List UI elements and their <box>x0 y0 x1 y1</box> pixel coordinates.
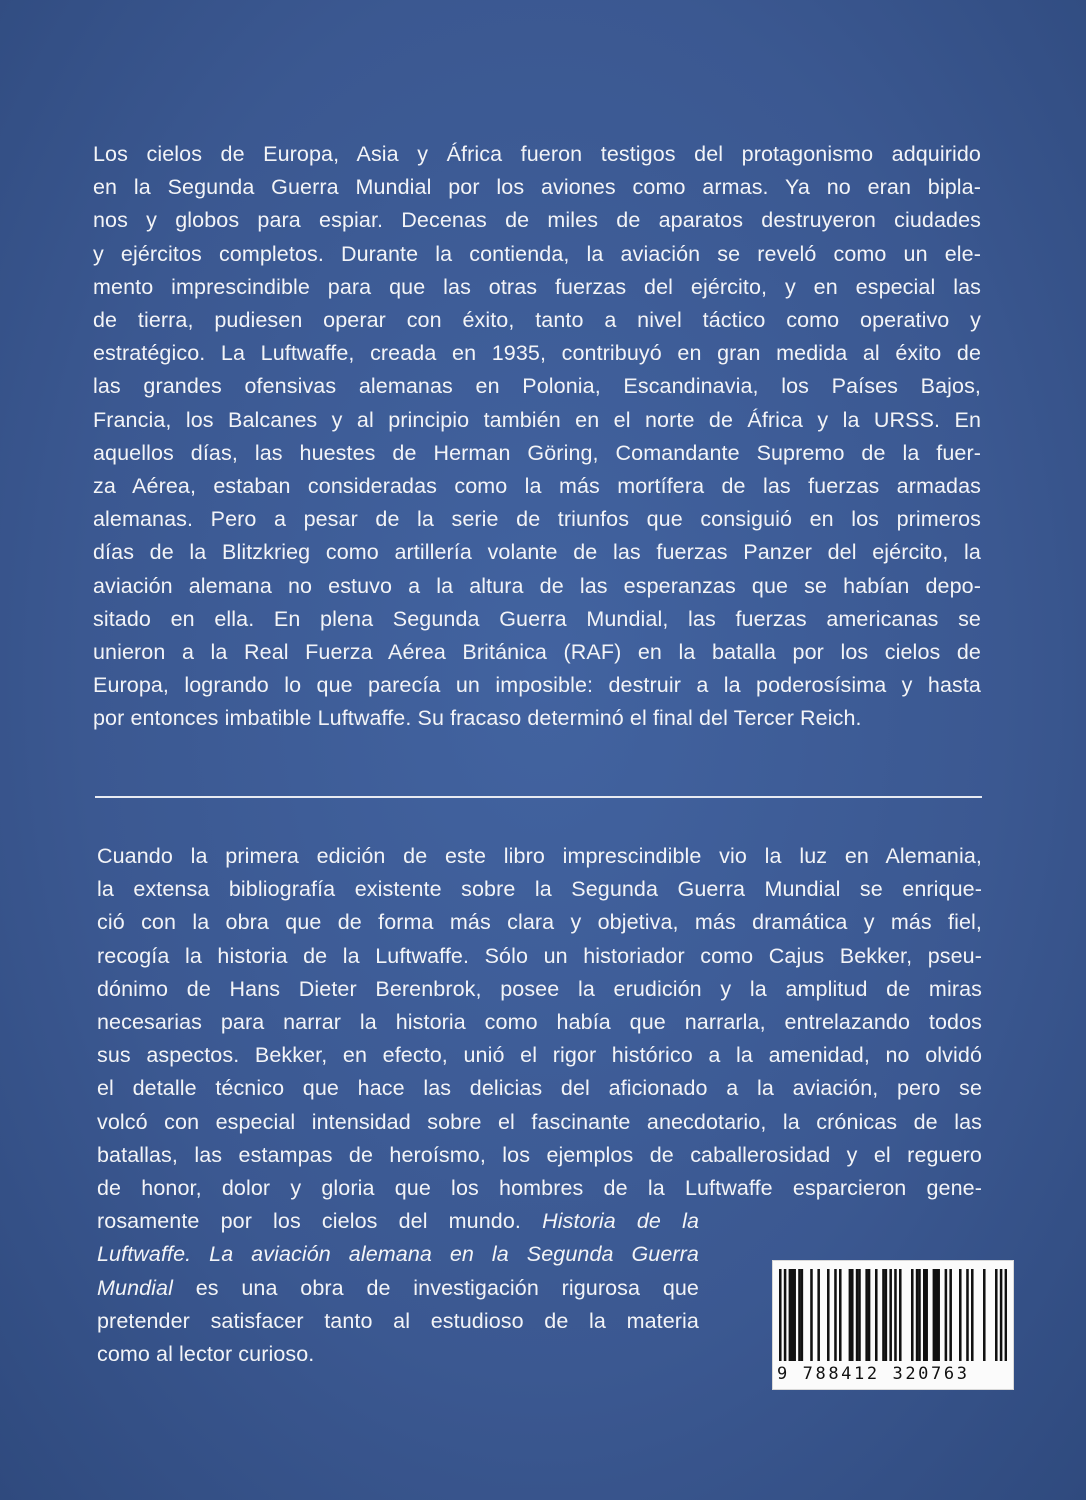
barcode-bar <box>834 1269 837 1361</box>
barcode-bar <box>916 1269 919 1361</box>
text-line: unieron a la Real Fuerza Aérea Británica (RAF) en la batalla por los cielos de <box>93 640 981 665</box>
barcode-bar <box>925 1269 928 1361</box>
text-line: como al lector curioso. <box>97 1342 315 1367</box>
plain-text: es una obra de investigación rigurosa que <box>195 1275 699 1300</box>
text-line: dónimo de Hans Dieter Berenbrok, posee la erudición y la amplitud de miras <box>97 976 982 1001</box>
barcode-bar <box>856 1269 859 1361</box>
barcode-bar <box>865 1269 868 1361</box>
barcode-bar <box>827 1269 830 1361</box>
text-line: pretender satisfacer tanto al estudioso de la materia <box>97 1308 699 1333</box>
barcode-bar <box>959 1269 962 1361</box>
barcode-bar <box>868 1269 871 1361</box>
barcode-bar <box>885 1269 888 1361</box>
text-line: estratégico. La Luftwaffe, creada en 1935, contribuyó en gran medida al éxito de <box>93 341 981 366</box>
barcode-bar <box>858 1269 861 1361</box>
text-line: Los cielos de Europa, Asia y África fueron testigos del protagonismo adquirido <box>93 142 981 166</box>
barcode-bar <box>889 1269 892 1361</box>
barcode-bar <box>849 1269 852 1361</box>
text-line: Europa, logrando lo que parecía un imposible: destruir a la poderosísima y hasta <box>93 673 981 698</box>
text-line: de honor, dolor y gloria que los hombres de la Luftwaffe esparcieron gene- <box>97 1176 982 1201</box>
text-line: en la Segunda Guerra Mundial por los aviones como armas. Ya no eran bipla- <box>93 175 981 200</box>
book-title-italic: Mundial <box>97 1275 173 1300</box>
barcode-bar <box>949 1269 952 1361</box>
barcode-bar <box>966 1269 969 1361</box>
barcode-bar <box>918 1269 921 1361</box>
text-line: por entonces imbatible Luftwaffe. Su fracaso determinó el final del Tercer Reich. <box>93 706 862 731</box>
barcode-bar <box>875 1269 878 1361</box>
barcode-bar <box>911 1269 914 1361</box>
text-line: ció con la obra que de forma más clara y objetiva, más dramática y más fiel, <box>97 910 982 935</box>
text-line: nos y globos para espiar. Decenas de miles de aparatos destruyeron ciudades <box>93 208 981 233</box>
barcode-bar <box>801 1269 804 1361</box>
text-line: aviación alemana no estuvo a la altura de las esperanzas que se habían depo- <box>93 573 981 598</box>
barcode-bar <box>798 1269 801 1361</box>
book-title-italic: Luftwaffe. La aviación alemana en la Segunda Guerra <box>97 1242 699 1267</box>
book-title-italic: Historia de la <box>542 1209 700 1234</box>
barcode-bar <box>817 1269 820 1361</box>
text-line: sitado en ella. En plena Segunda Guerra Mundial, las fuerzas americanas se <box>93 606 981 631</box>
text-line: volcó con especial intensidad sobre el fascinante anecdotario, la crónicas de las <box>97 1109 982 1134</box>
barcode-bar <box>933 1269 936 1361</box>
barcode-bar <box>1005 1269 1007 1361</box>
barcode-bar <box>899 1269 902 1361</box>
barcode-bar <box>971 1269 974 1361</box>
barcode-bar <box>945 1269 948 1361</box>
text-line: za Aérea, estaban consideradas como la más mortífera de las fuerzas armadas <box>93 474 981 499</box>
barcode-bar <box>784 1269 787 1361</box>
barcode-bar <box>882 1269 885 1361</box>
text-line: batallas, las estampas de heroísmo, los ejemplos de caballerosidad y el reguero <box>97 1142 982 1167</box>
text-line: recogía la historia de la Luftwaffe. Sólo un historiador como Cajus Bekker, pseu- <box>97 943 982 968</box>
text-line: alemanas. Pero a pesar de la serie de triunfos que consiguió en los primeros <box>93 507 981 532</box>
text-line: el detalle técnico que hace las delicias del aficionado a la aviación, pero se <box>97 1076 982 1101</box>
barcode-bar <box>1000 1269 1003 1361</box>
barcode-bar <box>983 1269 986 1361</box>
barcode-bar <box>789 1269 792 1361</box>
plain-text: rosamente por los cielos del mundo. <box>97 1209 521 1234</box>
barcode-bar <box>779 1269 782 1361</box>
divider-line <box>95 796 982 798</box>
barcode-bar <box>935 1269 938 1361</box>
text-line: las grandes ofensivas alemanas en Polonia, Escandinavia, los Países Bajos, <box>93 374 981 399</box>
barcode-bar <box>791 1269 794 1361</box>
barcode-bar <box>839 1269 842 1361</box>
barcode-bar <box>793 1269 796 1361</box>
text-line: necesarias para narrar la historia como había que narrarla, entrelazando todos <box>97 1010 982 1035</box>
barcode-bar <box>923 1269 926 1361</box>
barcode-bar <box>894 1269 897 1361</box>
text-line <box>97 1205 699 1238</box>
text-line: Francia, los Balcanes y al principio también en el norte de África y la URSS. En <box>93 407 981 432</box>
text-line <box>97 1272 699 1305</box>
text-line: Cuando la primera edición de este libro imprescindible vio la luz en Alemania, <box>97 844 982 868</box>
barcode-bar <box>937 1269 940 1361</box>
text-line: y ejércitos completos. Durante la contienda, la aviación se reveló como un ele- <box>93 241 981 266</box>
text-line: aquellos días, las huestes de Herman Göring, Comandante Supremo de la fuer- <box>93 440 981 465</box>
barcode-bar <box>995 1269 998 1361</box>
barcode-bars <box>779 1269 1007 1361</box>
barcode-bar <box>810 1269 813 1361</box>
isbn-digits: 9 788412 320763 <box>777 1364 970 1384</box>
text-line: sus aspectos. Bekker, en efecto, unió el rigor histórico a la amenidad, no olvidó <box>97 1043 982 1068</box>
text-line: la extensa bibliografía existente sobre la Segunda Guerra Mundial se enrique- <box>97 877 982 902</box>
synopsis-paragraph <box>93 138 981 736</box>
text-line: mento imprescindible para que las otras fuerzas del ejército, y en especial las <box>93 274 981 299</box>
text-line: días de la Blitzkrieg como artillería volante de las fuerzas Panzer del ejército, la <box>93 540 981 565</box>
barcode-bar <box>851 1269 854 1361</box>
text-line <box>97 1238 699 1271</box>
isbn-barcode <box>772 1260 1014 1390</box>
text-line: de tierra, pudiesen operar con éxito, tanto a nivel táctico como operativo y <box>93 308 981 333</box>
